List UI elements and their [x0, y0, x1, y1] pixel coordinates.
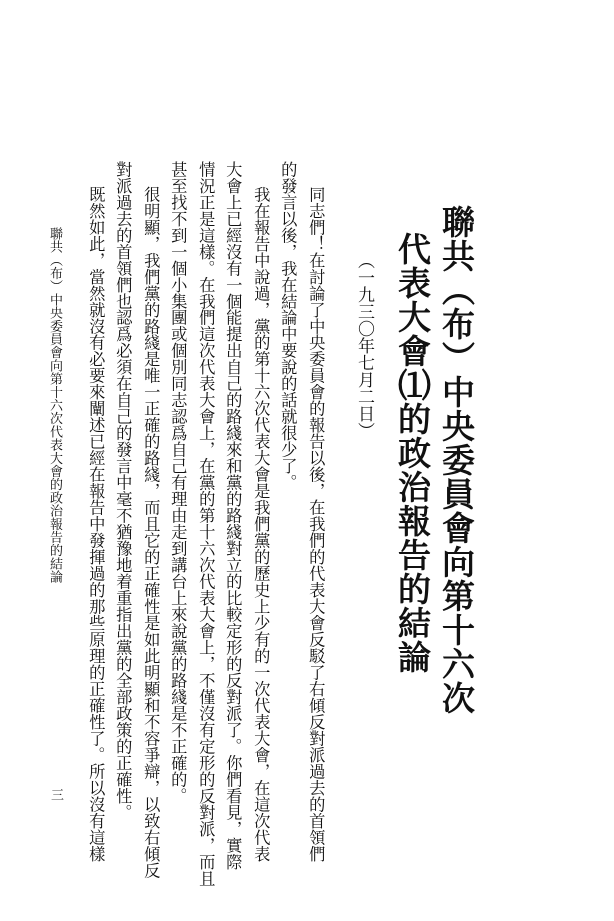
speech-date: （一九三〇年七月二日） — [354, 252, 374, 439]
paragraph-3-line-1: 很明顯，我們黨的路綫是唯一正確的路綫，而且它的正確性是如此明顯和不容爭辯，以致右傾反 — [141, 186, 161, 879]
page-number: 三 — [48, 788, 63, 801]
chapter-title-line-2: 代表大會⑴的政治報告的結論 — [393, 232, 432, 674]
paragraph-4-line-1: 既然如此，當然就沒有必要來闡述已經在報告中發揮過的那些原理的正確性了。所以沒有這樣 — [86, 186, 106, 863]
paragraph-2-line-4: 甚至找不到一個小集團或個別同志認爲自己有理由走到講台上來說黨的路綫是不正確的。 — [168, 161, 188, 805]
paragraph-2-line-2: 大會上已經沒有一個能提出自己的路綫來和黨的路綫對立的比較定形的反對派了。你們看見，實際 — [223, 161, 243, 871]
running-header: 聯共（布）中央委員會向第十六次代表大會的政治報告的結論 — [47, 227, 62, 584]
paragraph-2-line-3: 情況正是這樣。在我們這次代表大會上，在黨的第十六次代表大會上，不僅沒有定形的反對派，而且 — [196, 161, 216, 887]
paragraph-2-line-1: 我在報告中說過，黨的第十六次代表大會是我們黨的歷史上少有的一次代表大會，在這次代表 — [251, 186, 271, 863]
chapter-title-line-1: 聯共（布）中央委員會向第十六次 — [437, 205, 476, 715]
paragraph-1-line-1: 同志們！在討論了中央委員會的報告以後，在我們的代表大會反駁了右傾反對派過去的首領們 — [306, 186, 326, 863]
paragraph-3-line-2: 對派過去的首領們也認爲必須在自己的發言中毫不猶豫地着重指出黨的全部政策的正確性。 — [113, 161, 133, 821]
paragraph-1-line-2: 的發言以後，我在結論中要說的話就很少了。 — [278, 161, 298, 491]
